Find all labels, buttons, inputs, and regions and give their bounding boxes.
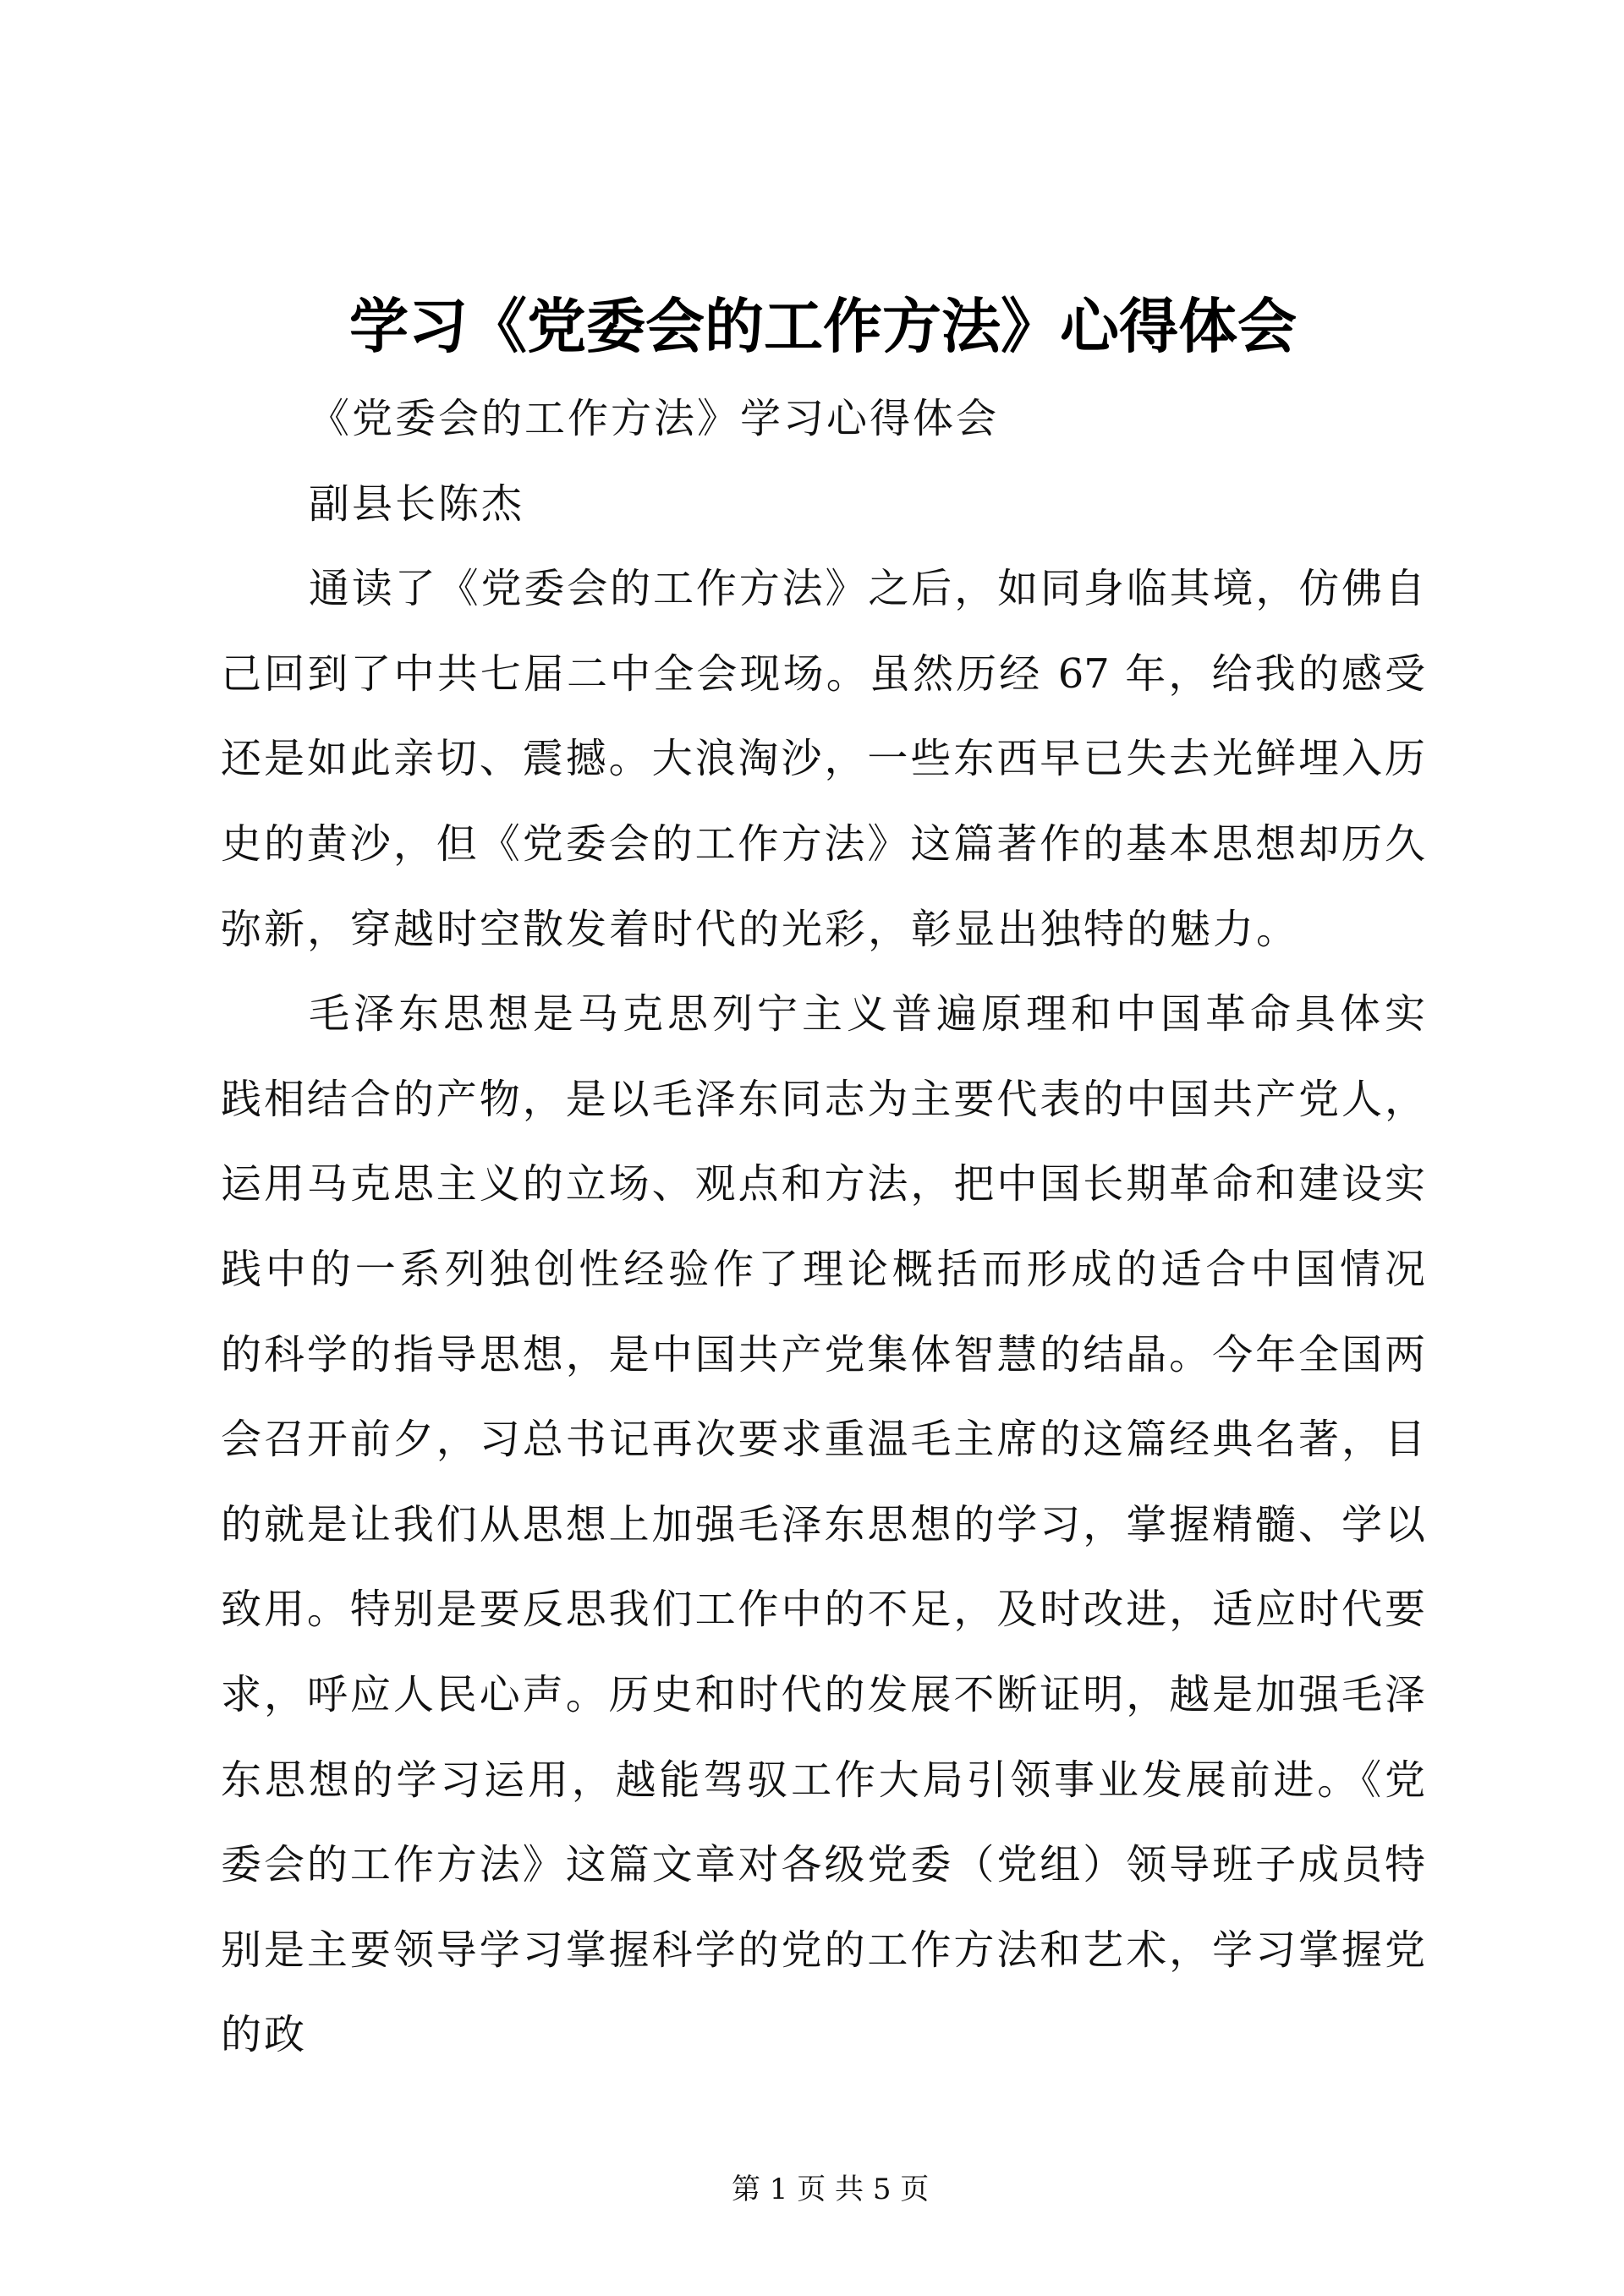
paragraph-line: 践中的一系列独创性经验作了理论概括而形成的适合中国情况	[221, 1245, 1425, 1293]
paragraph-line: 史的黄沙，但《党委会的工作方法》这篇著作的基本思想却历久	[221, 819, 1425, 868]
paragraph-line: 毛泽东思想是马克思列宁主义普遍原理和中国革命具体实	[309, 990, 1425, 1038]
paragraph-line: 的科学的指导思想，是中国共产党集体智慧的结晶。今年全国两	[221, 1330, 1425, 1378]
paragraph-line: 践相结合的产物，是以毛泽东同志为主要代表的中国共产党人，	[221, 1075, 1425, 1123]
paragraph-line: 通读了《党委会的工作方法》之后，如同身临其境，仿佛自	[309, 565, 1425, 613]
paragraph-line: 的政	[221, 2011, 308, 2059]
document-subtitle: 《党委会的工作方法》学习心得体会	[309, 395, 1000, 442]
author-line: 副县长陈杰	[309, 479, 525, 528]
paragraph-line: 东思想的学习运用，越能驾驭工作大局引领事业发展前进。《党	[221, 1756, 1425, 1804]
paragraph-line: 还是如此亲切、震撼。大浪淘沙，一些东西早已失去光鲜埋入历	[221, 735, 1425, 783]
document-body	[221, 376, 1425, 2078]
paragraph-line: 运用马克思主义的立场、观点和方法，把中国长期革命和建设实	[221, 1160, 1425, 1208]
paragraph-line: 己回到了中共七届二中全会现场。虽然历经 67 年，给我的感受	[221, 649, 1425, 698]
paragraph-line: 委会的工作方法》这篇文章对各级党委（党组）领导班子成员特	[221, 1841, 1425, 1889]
paragraph-line: 求，呼应人民心声。历史和时代的发展不断证明，越是加强毛泽	[221, 1670, 1425, 1718]
page-footer	[0, 2126, 1624, 2206]
paragraph	[221, 546, 1425, 972]
paragraph-line: 弥新，穿越时空散发着时代的光彩，彰显出独特的魅力。	[221, 905, 1300, 953]
paragraph-line: 会召开前夕，习总书记再次要求重温毛主席的这篇经典名著，目	[221, 1416, 1425, 1464]
paragraph	[221, 972, 1425, 2078]
paragraph-line: 别是主要领导学习掌握科学的党的工作方法和艺术，学习掌握党	[221, 1926, 1425, 1974]
document-title: 学习《党委会的工作方法》心得体会	[349, 291, 1297, 361]
page-indicator: 第 1 页 共 5 页	[731, 2173, 930, 2206]
paragraph-line: 的就是让我们从思想上加强毛泽东思想的学习，掌握精髓、学以	[221, 1500, 1425, 1548]
paragraph-line: 致用。特别是要反思我们工作中的不足，及时改进，适应时代要	[221, 1586, 1425, 1634]
